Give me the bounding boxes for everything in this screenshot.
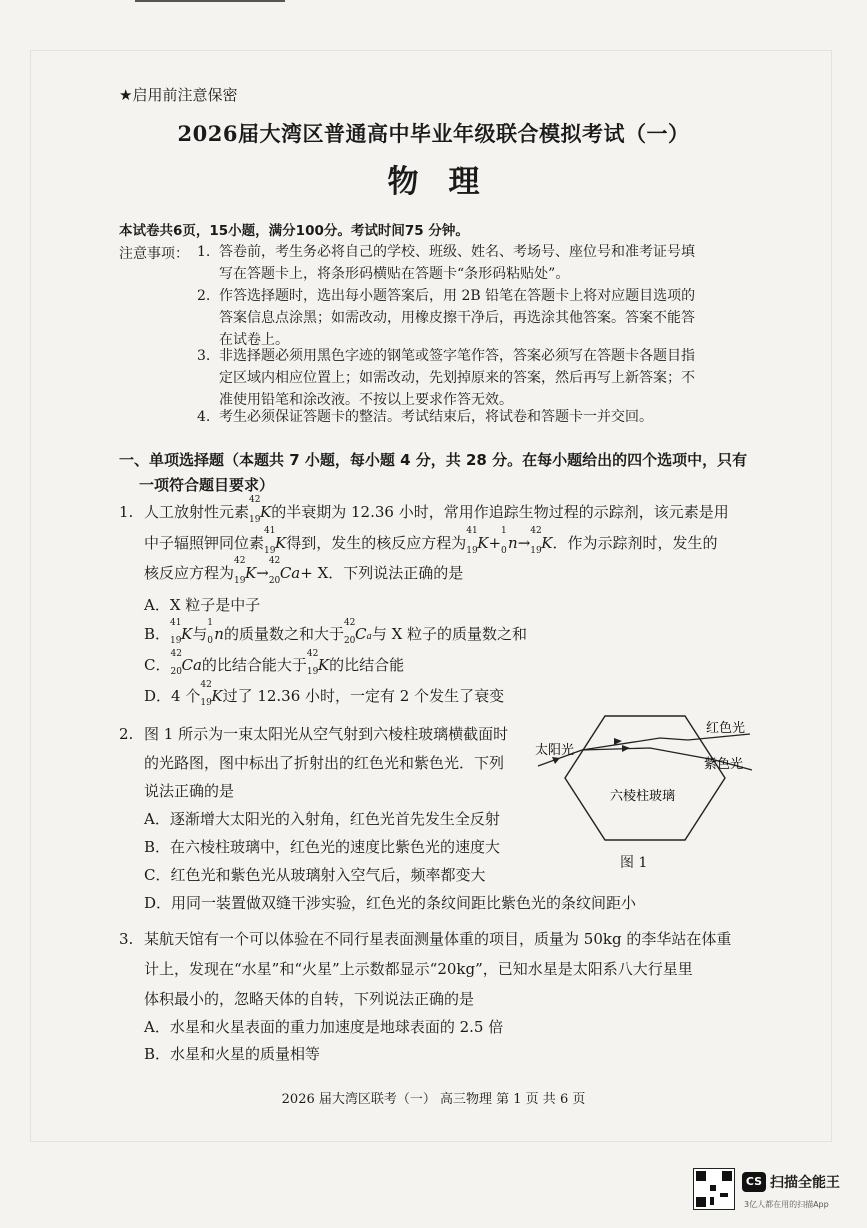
q3-number: 3. bbox=[119, 930, 134, 948]
page-footer: 2026 届大湾区联考（一） 高三物理 第 1 页 共 6 页 bbox=[281, 1092, 586, 1107]
q2-option-b: B．在六棱柱玻璃中，红色光的速度比紫色光的速度大 bbox=[144, 838, 501, 856]
q1-line-1: 人工放射性元素 42 19 K的半衰期为 12.36 小时，常用作追踪生物过程的示踪剂，该元素是用 bbox=[144, 495, 729, 525]
qr-code-icon bbox=[693, 1168, 735, 1210]
q2-number: 2. bbox=[119, 725, 134, 743]
q1-option-d: D．4 个 42 19 K过了 12.36 小时，一定有 2 个发生了衰变 bbox=[144, 680, 505, 708]
q3-option-a: A．水星和火星表面的重力加速度是地球表面的 2.5 倍 bbox=[144, 1018, 504, 1036]
label-glass: 六棱柱玻璃 bbox=[610, 789, 676, 804]
q3-line-2: 计上，发现在“水星”和“火星”上示数都显示“20kg”，已知水星是太阳系八大行星里 bbox=[144, 960, 693, 978]
q1-option-b: B． 41 19 K与 1 0 n的质量数之和大于 42 20 Ca与 X 粒子的质量数之和 bbox=[144, 618, 528, 646]
note-4: 4. 考生必须保证答题卡的整洁。考试结束后，将试卷和答题卡一并交回。 bbox=[197, 409, 653, 425]
note-2: 2. 作答选择题时，选出每小题答案后，用 2B 铅笔在答题卡上将对应题目选项的 答案信息点涂黑；如需改动，用橡皮擦干净后，再选涂其他答案。答案不能答 在试卷上。 bbox=[197, 288, 696, 348]
figure-1-hexagonal-prism bbox=[530, 712, 760, 852]
note-3: 3. 非选择题必须用黑色字迹的钢笔或签字笔作答，答案必须写在答题卡各题目指 定区域内相应位置上；如需改动，先划掉原来的答案，然后再写上新答案；不 准使用铅笔和涂改液。不按以上要求作答无效。 bbox=[197, 348, 695, 408]
subject-title: 物理 bbox=[387, 164, 510, 200]
exam-info: 本试卷共6页，15小题，满分100分。考试时间75 分钟。 bbox=[119, 223, 469, 239]
q2-option-d: D．用同一装置做双缝干涉实验，红色光的条纹间距比紫色光的条纹间距小 bbox=[144, 894, 637, 912]
q1-line-3: 核反应方程为 42 19 K→ 42 20 Ca+ X．下列说法正确的是 bbox=[144, 556, 464, 586]
label-red-light: 红色光 bbox=[706, 721, 746, 736]
watermark-brand: 扫描全能王 bbox=[770, 1175, 840, 1191]
exam-title: 2026届大湾区普通高中毕业年级联合模拟考试（一） bbox=[177, 121, 690, 146]
q1-option-a: A．X 粒子是中子 bbox=[144, 596, 261, 614]
section-heading: 一、单项选择题（本题共 7 小题，每小题 4 分，共 28 分。在每小题给出的四个选项中，只有 一项符合题目要求） bbox=[119, 451, 748, 494]
violet-ray-inside bbox=[582, 748, 715, 760]
q3-option-b: B．水星和火星的质量相等 bbox=[144, 1045, 321, 1063]
nuclide-k42: 42 19 K bbox=[249, 495, 272, 525]
figure-caption: 图 1 bbox=[620, 855, 648, 871]
q3-line-1: 某航天馆有一个可以体验在不同行星表面测量体重的项目，质量为 50kg 的李华站在体重 bbox=[144, 930, 732, 948]
q2-option-c: C．红色光和紫色光从玻璃射入空气后，频率都变大 bbox=[144, 866, 486, 884]
q3-line-3: 体积最小的，忽略天体的自转，下列说法正确的是 bbox=[144, 990, 475, 1008]
q1-number: 1. bbox=[119, 503, 134, 521]
note-1: 1. 答卷前，考生务必将自己的学校、班级、姓名、考场号、座位号和准考证号填 写在答题卡上，将条形码横贴在答题卡“条形码粘贴处”。 bbox=[197, 244, 695, 282]
label-sunlight: 太阳光 bbox=[535, 743, 575, 758]
camscanner-logo-icon: CS bbox=[742, 1172, 766, 1192]
label-violet-light: 紫色光 bbox=[704, 757, 744, 772]
q2-line-2: 的光路图，图中标出了折射出的红色光和紫色光．下列 bbox=[144, 754, 505, 772]
watermark-subtitle: 3亿人都在用的扫描App bbox=[744, 1200, 829, 1209]
arrow-head bbox=[622, 745, 630, 752]
q1-line-2: 中子辐照钾同位素 41 19 K得到，发生的核反应方程为 41 19 K+ 1 0 n→ 42 19 K．作为示踪剂时，发生的 bbox=[144, 526, 718, 556]
q2-line-1: 图 1 所示为一束太阳光从空气射到六棱柱玻璃横截面时 bbox=[144, 725, 509, 743]
q2-option-a: A．逐渐增大太阳光的入射角，红色光首先发生全反射 bbox=[144, 810, 500, 828]
nuclide-k41: 41 19 K bbox=[264, 526, 287, 556]
q1-option-c: C． 42 20 Ca的比结合能大于 42 19 K的比结合能 bbox=[144, 649, 405, 677]
notes-label: 注意事项： bbox=[119, 246, 189, 262]
confidential-notice: ★启用前注意保密 bbox=[119, 86, 238, 104]
q2-line-3: 说法正确的是 bbox=[144, 782, 235, 800]
top-edge-mark bbox=[135, 0, 285, 2]
hexagon-outline bbox=[565, 716, 725, 840]
